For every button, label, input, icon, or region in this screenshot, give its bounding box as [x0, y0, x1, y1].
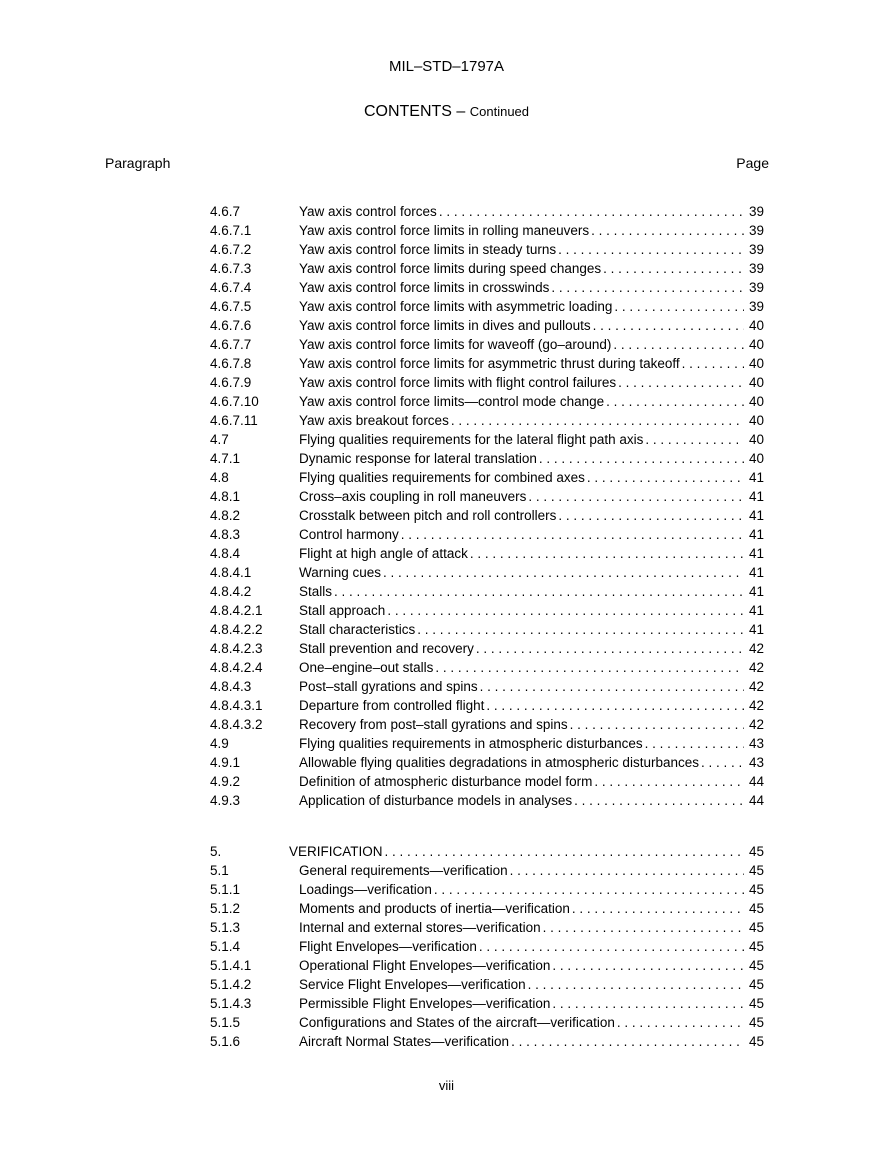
toc-entry-page: 41 — [748, 565, 764, 580]
dot-leader — [618, 373, 744, 392]
toc-entry — [210, 582, 764, 601]
toc-entry — [210, 677, 764, 696]
toc-entry-page: 45 — [748, 996, 764, 1011]
dot-leader — [401, 525, 744, 544]
toc-entry — [210, 1032, 764, 1051]
toc-entry — [210, 620, 764, 639]
toc-entry-page: 45 — [748, 958, 764, 973]
toc-entry-number: 4.6.7.11 — [210, 413, 258, 428]
toc-entry-number: 4.7.1 — [210, 451, 241, 466]
toc-entry-number: 5.1.3 — [210, 920, 241, 935]
page-number: viii — [438, 1078, 455, 1093]
toc-entry — [210, 468, 764, 487]
toc-entry-page: 40 — [748, 413, 764, 428]
dot-leader — [558, 240, 744, 259]
toc-entry-number: 4.6.7.1 — [210, 223, 252, 238]
toc-entry-title: Internal and external stores—verification — [299, 920, 541, 935]
toc-entry-title: Yaw axis control force limits—control mode change — [299, 394, 605, 409]
toc-entry-page: 41 — [748, 508, 764, 523]
toc-section-4 — [210, 202, 764, 810]
toc-entry-number: 5.1.2 — [210, 901, 241, 916]
toc-entry-page: 42 — [748, 698, 764, 713]
toc-section-5 — [210, 842, 764, 1051]
toc-entry-page: 39 — [748, 223, 764, 238]
toc-entry-title: Operational Flight Envelopes—verification — [299, 958, 551, 973]
toc-entry — [210, 335, 764, 354]
toc-entry — [210, 316, 764, 335]
toc-entry — [210, 772, 764, 791]
toc-entry-number: 4.8.4.2.3 — [210, 641, 263, 656]
toc-entry-page: 40 — [748, 375, 764, 390]
toc-entry-page: 39 — [748, 280, 764, 295]
toc-entry-title: Yaw axis control force limits with asymmetric loading — [299, 299, 613, 314]
toc-entry-title: Yaw axis control force limits in dives and pullouts — [299, 318, 591, 333]
toc-entry — [210, 221, 764, 240]
toc-entry-number: 4.8.4 — [210, 546, 241, 561]
toc-entry-page: 40 — [748, 394, 764, 409]
toc-entry-page: 41 — [748, 489, 764, 504]
dot-leader — [334, 582, 744, 601]
toc-entry-page: 45 — [748, 920, 764, 935]
toc-entry — [210, 601, 764, 620]
dot-leader — [572, 899, 744, 918]
toc-entry-page: 45 — [748, 1034, 764, 1049]
toc-entry-page: 45 — [748, 882, 764, 897]
toc-entry-page: 39 — [748, 242, 764, 257]
toc-entry-page: 42 — [748, 679, 764, 694]
toc-entry-page: 41 — [748, 546, 764, 561]
toc-entry-title: Configurations and States of the aircraft—verification — [299, 1015, 615, 1030]
toc-entry-number: 4.8.4.2.4 — [210, 660, 263, 675]
dot-leader — [479, 937, 744, 956]
toc-entry — [210, 1013, 764, 1032]
toc-entry-page: 40 — [748, 318, 764, 333]
toc-entry — [210, 240, 764, 259]
dot-leader — [552, 994, 744, 1013]
toc-entry-number: 4.6.7.6 — [210, 318, 252, 333]
contents-title — [0, 103, 893, 121]
dot-leader — [434, 880, 744, 899]
dot-leader — [486, 696, 744, 715]
dot-leader — [614, 297, 744, 316]
toc-entry-title: Flight Envelopes—verification — [299, 939, 477, 954]
toc-entry-title: Yaw axis control force limits in steady turns — [299, 242, 557, 257]
toc-entry — [210, 715, 764, 734]
toc-entry — [210, 411, 764, 430]
document-id: MIL–STD–1797A — [388, 58, 505, 75]
toc-entry — [210, 734, 764, 753]
toc-entry — [210, 259, 764, 278]
toc-entry-number: 4.8.3 — [210, 527, 241, 542]
toc-entry-title: Stall prevention and recovery — [299, 641, 474, 656]
toc-entry-page: 45 — [748, 901, 764, 916]
toc-entry-page: 45 — [748, 977, 764, 992]
toc-entry-number: 4.6.7.3 — [210, 261, 252, 276]
toc-entry-number: 5.1 — [210, 863, 229, 878]
toc-entry-number: 4.8.4.3.2 — [210, 717, 263, 732]
toc-entry — [210, 753, 764, 772]
toc-entry — [210, 449, 764, 468]
toc-entry-page: 43 — [748, 755, 764, 770]
dot-leader — [510, 861, 744, 880]
toc-entry — [210, 354, 764, 373]
dot-leader — [476, 639, 744, 658]
toc-entry-page: 40 — [748, 356, 764, 371]
toc-entry-page: 41 — [748, 622, 764, 637]
toc-entry — [210, 563, 764, 582]
toc-entry-title: Flying qualities requirements in atmospheric disturbances — [299, 736, 643, 751]
toc-entry-title: Post–stall gyrations and spins — [299, 679, 478, 694]
toc-entry-number: 4.9 — [210, 736, 229, 751]
toc-entry-page: 45 — [748, 863, 764, 878]
toc-entry-number: 4.8.4.3 — [210, 679, 252, 694]
dot-leader — [451, 411, 744, 430]
toc-entry-number: 5.1.1 — [210, 882, 241, 897]
dot-leader — [570, 715, 744, 734]
toc-entry-title: Departure from controlled flight — [299, 698, 485, 713]
toc-entry-title: Moments and products of inertia—verification — [299, 901, 570, 916]
toc-entry — [210, 937, 764, 956]
toc-entry-number: 5.1.6 — [210, 1034, 241, 1049]
dot-leader — [603, 259, 744, 278]
toc-entry-page: 45 — [748, 1015, 764, 1030]
toc-entry-page: 44 — [748, 774, 764, 789]
toc-entry-number: 4.8 — [210, 470, 229, 485]
toc-entry-title: Yaw axis control force limits during speed changes — [299, 261, 602, 276]
page-column-header: Page — [736, 155, 769, 171]
dot-leader — [617, 1013, 744, 1032]
toc-entry — [210, 918, 764, 937]
dot-leader — [574, 791, 744, 810]
toc-entry-title: Cross–axis coupling in roll maneuvers — [299, 489, 527, 504]
toc-entry-number: 4.7 — [210, 432, 229, 447]
paragraph-column-header: Paragraph — [105, 155, 171, 171]
dot-leader — [558, 506, 744, 525]
dot-leader — [645, 430, 744, 449]
toc-entry-title: Loadings—verification — [299, 882, 432, 897]
toc-entry-title: Control harmony — [299, 527, 399, 542]
toc-entry-title: Warning cues — [299, 565, 382, 580]
toc-entry-number: 4.8.4.3.1 — [210, 698, 263, 713]
toc-entry-title: Application of disturbance models in analyses — [299, 793, 573, 808]
toc-entry-page: 41 — [748, 470, 764, 485]
toc-entry-title: Stalls — [299, 584, 333, 599]
toc-entry-page: 45 — [748, 844, 764, 859]
dot-leader — [511, 1032, 744, 1051]
dot-leader — [543, 918, 744, 937]
dot-leader — [645, 734, 744, 753]
toc-entry-title: Yaw axis control force limits in crosswinds — [299, 280, 550, 295]
dot-leader — [385, 842, 744, 861]
dot-leader — [552, 956, 744, 975]
toc-entry-number: 4.8.4.2.2 — [210, 622, 263, 637]
toc-entry-title: Permissible Flight Envelopes—verification — [299, 996, 551, 1011]
toc-entry-title: Flight at high angle of attack — [299, 546, 468, 561]
contents-separator: – — [451, 103, 470, 120]
toc-entry-number: 4.8.1 — [210, 489, 241, 504]
toc-entry-title: General requirements—verification — [299, 863, 508, 878]
toc-entry — [210, 544, 764, 563]
toc-entry — [210, 506, 764, 525]
toc-entry-page: 43 — [748, 736, 764, 751]
toc-entry — [210, 430, 764, 449]
toc-entry-number: 5.1.4.1 — [210, 958, 252, 973]
dot-leader — [417, 620, 744, 639]
dot-leader — [539, 449, 744, 468]
toc-entry — [210, 861, 764, 880]
dot-leader — [480, 677, 744, 696]
toc-entry-title: Flying qualities requirements for combined axes — [299, 470, 585, 485]
toc-entry — [210, 202, 764, 221]
toc-entry-title: Yaw axis control force limits with flight control failures — [299, 375, 617, 390]
toc-entry — [210, 297, 764, 316]
toc-entry — [210, 487, 764, 506]
toc-entry-page: 41 — [748, 603, 764, 618]
dot-leader — [439, 202, 744, 221]
toc-entry-title: Yaw axis control force limits for asymmetric thrust during takeoff — [299, 356, 680, 371]
dot-leader — [528, 975, 744, 994]
toc-entry-page: 40 — [748, 337, 764, 352]
toc-entry-number: 4.6.7.4 — [210, 280, 252, 295]
toc-entry-title: One–engine–out stalls — [299, 660, 434, 675]
toc-entry-number: 4.8.2 — [210, 508, 241, 523]
toc-entry-number: 4.8.4.2.1 — [210, 603, 263, 618]
toc-entry-number: 4.6.7 — [210, 204, 241, 219]
toc-entry — [210, 639, 764, 658]
toc-entry — [210, 696, 764, 715]
toc-entry-title: Yaw axis control forces — [299, 204, 437, 219]
toc-entry-number: 4.6.7.10 — [210, 394, 259, 409]
dot-leader — [591, 221, 744, 240]
toc-entry-number: 5. — [210, 844, 222, 859]
toc-entry-page: 41 — [748, 584, 764, 599]
dot-leader — [470, 544, 744, 563]
dot-leader — [387, 601, 744, 620]
toc-entry-number: 5.1.4.3 — [210, 996, 252, 1011]
dot-leader — [682, 354, 744, 373]
toc-entry — [210, 899, 764, 918]
toc-entry — [210, 956, 764, 975]
toc-entry-number: 4.9.2 — [210, 774, 241, 789]
toc-entry-title: Stall characteristics — [299, 622, 416, 637]
toc-entry-title: Definition of atmospheric disturbance model form — [299, 774, 593, 789]
toc-entry-page: 42 — [748, 641, 764, 656]
toc-entry — [210, 975, 764, 994]
toc-entry-title: Stall approach — [299, 603, 386, 618]
toc-entry — [210, 525, 764, 544]
toc-entry-title: Yaw axis control force limits in rolling maneuvers — [299, 223, 590, 238]
dot-leader — [606, 392, 744, 411]
toc-entry-page: 39 — [748, 261, 764, 276]
toc-entry — [210, 842, 764, 861]
toc-entry-page: 39 — [748, 204, 764, 219]
toc-entry-title: Yaw axis breakout forces — [299, 413, 449, 428]
toc-entry-number: 5.1.5 — [210, 1015, 241, 1030]
dot-leader — [701, 753, 744, 772]
toc-entry — [210, 880, 764, 899]
toc-entry-page: 42 — [748, 660, 764, 675]
toc-entry — [210, 791, 764, 810]
toc-entry-title: Aircraft Normal States—verification — [299, 1034, 510, 1049]
contents-heading: CONTENTS — [363, 103, 452, 120]
toc-entry-page: 45 — [748, 939, 764, 954]
toc-entry-title: Flying qualities requirements for the lateral flight path axis — [299, 432, 644, 447]
toc-entry-number: 4.9.3 — [210, 793, 241, 808]
toc-entry-page: 42 — [748, 717, 764, 732]
dot-leader — [528, 487, 744, 506]
toc-entry-page: 41 — [748, 527, 764, 542]
toc-entry-title: Recovery from post–stall gyrations and spins — [299, 717, 568, 732]
toc-entry-number: 4.8.4.1 — [210, 565, 252, 580]
toc-entry-title: Dynamic response for lateral translation — [299, 451, 537, 466]
toc-entry-number: 4.6.7.7 — [210, 337, 252, 352]
dot-leader — [593, 316, 744, 335]
dot-leader — [594, 772, 744, 791]
toc-entry-number: 4.9.1 — [210, 755, 241, 770]
contents-continued: Continued — [469, 104, 530, 119]
toc-entry-title: Crosstalk between pitch and roll controllers — [299, 508, 557, 523]
toc-entry — [210, 658, 764, 677]
toc-entry-title: Allowable flying qualities degradations in atmospheric disturbances — [299, 755, 699, 770]
toc-entry-number: 4.6.7.5 — [210, 299, 252, 314]
toc-entry-number: 5.1.4.2 — [210, 977, 252, 992]
toc-entry-number: 5.1.4 — [210, 939, 241, 954]
toc-entry — [210, 994, 764, 1013]
toc-entry-title: Service Flight Envelopes—verification — [299, 977, 526, 992]
dot-leader — [587, 468, 744, 487]
toc-entry-title: VERIFICATION — [289, 844, 383, 859]
toc-entry-number: 4.8.4.2 — [210, 584, 252, 599]
toc-entry — [210, 392, 764, 411]
toc-entry — [210, 373, 764, 392]
toc-entry-page: 39 — [748, 299, 764, 314]
toc-entry-number: 4.6.7.9 — [210, 375, 252, 390]
dot-leader — [435, 658, 744, 677]
toc-entry-title: Yaw axis control force limits for waveoff (go–around) — [299, 337, 612, 352]
toc-entry-page: 40 — [748, 432, 764, 447]
dot-leader — [551, 278, 744, 297]
toc-entry-page: 44 — [748, 793, 764, 808]
toc-entry-page: 40 — [748, 451, 764, 466]
dot-leader — [383, 563, 744, 582]
toc-entry — [210, 278, 764, 297]
dot-leader — [613, 335, 744, 354]
toc-entry-number: 4.6.7.8 — [210, 356, 252, 371]
toc-entry-number: 4.6.7.2 — [210, 242, 252, 257]
